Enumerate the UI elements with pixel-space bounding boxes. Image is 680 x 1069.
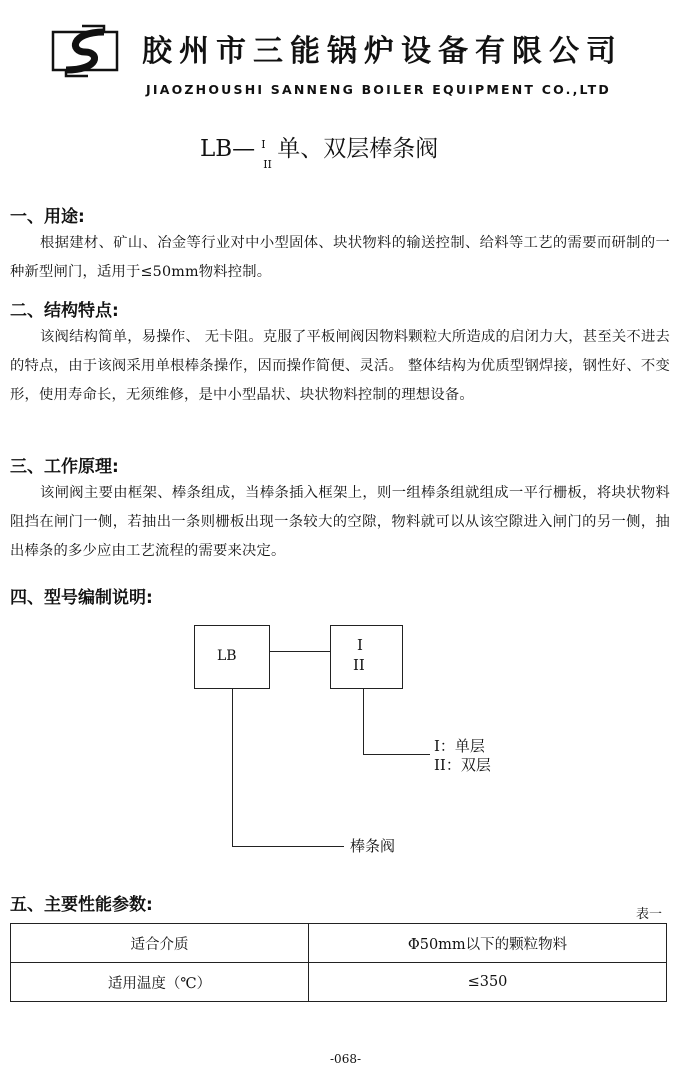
- diagram-box-lb: [194, 625, 270, 689]
- section-heading-structure: 二、结构特点:: [10, 301, 119, 321]
- company-name-cn: 胶州市三能锅炉设备有限公司: [142, 34, 623, 69]
- diagram-box-layer: [330, 625, 403, 689]
- diagram-leader-layer-h: [363, 754, 430, 755]
- section-text-principle: 该闸阀主要由框架、棒条组成，当棒条插入框架上，则一组棒条组就组成一平行栅板，将块状物料阻挡在闸门一侧，若抽出一条则栅板出现一条较大的空隙，物料就可以从该空隙进入闸门的另一侧，抽出棒条的多少应由工艺流程的需要来决定。: [10, 485, 670, 559]
- company-name-en: JIAOZHOUSHI SANNENG BOILER EQUIPMENT CO.,LTD: [146, 82, 611, 97]
- table-cell: 适合介质: [11, 924, 309, 963]
- diagram-box-layer-line2: II: [353, 656, 365, 674]
- page-title: [200, 134, 439, 171]
- title-fraction: [255, 134, 277, 171]
- title-prefix: LB—: [200, 136, 256, 162]
- title-sub: II: [263, 158, 272, 171]
- section-text-structure: 该阀结构简单，易操作、 无卡阻。克服了平板闸阀因物料颗粒大所造成的启闭力大，甚至关不进去的特点，由于该阀采用单根棒条操作，因而操作简便、灵活。 整体结构为优质型钢焊接，钢性好、不变形，使用寿命长，无须维修，是中小型晶状、块状物料控制的理想设备。: [10, 329, 670, 403]
- diagram-legend-double: II：双层: [434, 756, 491, 774]
- table-caption: 表一: [636, 907, 663, 922]
- params-table: [10, 923, 667, 1002]
- diagram-box-layer-line1: I: [357, 636, 363, 654]
- table-row: [11, 963, 667, 1002]
- diagram-box-lb-label: LB: [217, 648, 237, 664]
- company-logo-icon: [48, 22, 122, 80]
- table-cell: ≤350: [309, 963, 667, 1002]
- section-heading-params: 五、主要性能参数:: [10, 895, 153, 915]
- section-text-usage: 根据建材、矿山、冶金等行业对中小型固体、块状物料的输送控制、给料等工艺的需要而研制的一种新型闸门，适用于≤50mm物料控制。: [10, 235, 670, 280]
- table-row: [11, 924, 667, 963]
- section-heading-usage: 一、用途:: [10, 207, 85, 227]
- section-heading-principle: 三、工作原理:: [10, 457, 119, 477]
- diagram-label-bar-valve: 棒条阀: [350, 837, 396, 855]
- page-number: -068-: [330, 1052, 362, 1066]
- title-sup: I: [261, 138, 266, 151]
- section-heading-model: 四、型号编制说明:: [10, 588, 153, 608]
- diagram-leader-layer-v: [363, 689, 364, 754]
- diagram-legend-single: I：单层: [434, 737, 485, 755]
- diagram-connector-top: [270, 651, 330, 652]
- title-rest: 单、双层棒条阀: [277, 136, 439, 162]
- table-cell: Φ50mm以下的颗粒物料: [309, 924, 667, 963]
- diagram-leader-lb-h: [232, 846, 344, 847]
- diagram-leader-lb-v: [232, 689, 233, 846]
- table-cell: 适用温度（℃）: [11, 963, 309, 1002]
